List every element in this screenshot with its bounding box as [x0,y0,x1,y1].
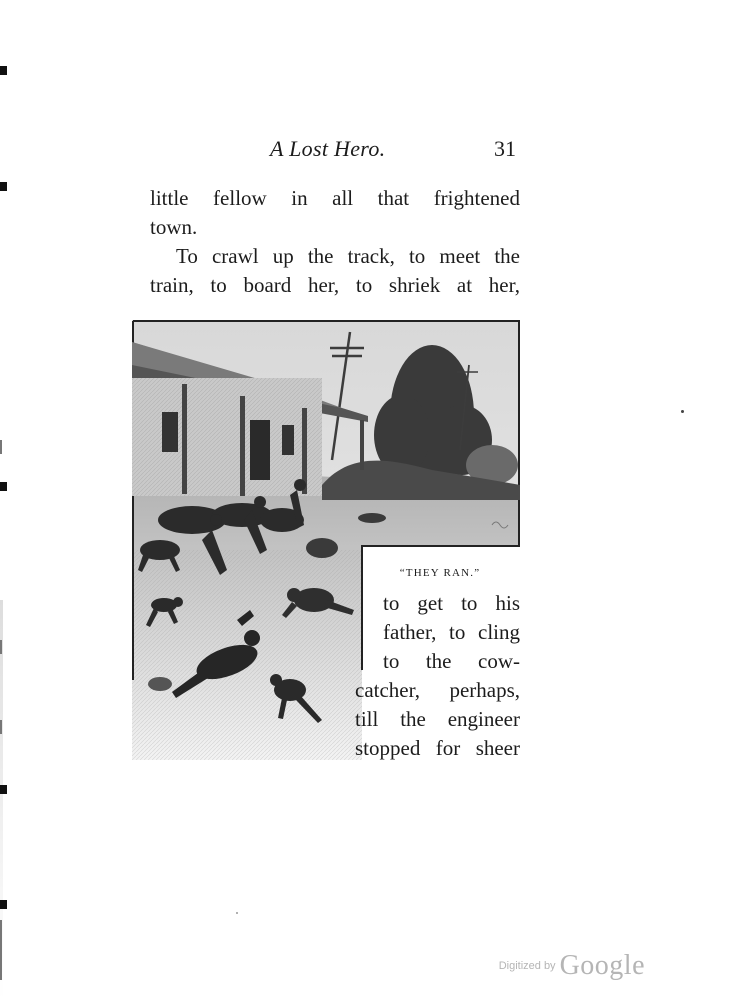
binding-mark [0,640,2,654]
digitized-by-google-watermark [499,950,645,982]
page-number: 31 [494,136,516,161]
binding-mark [0,440,2,454]
wrapped-text-line: father, to cling [383,620,520,644]
illustration-caption: “THEY RAN.” [399,567,481,579]
binding-mark [0,482,7,491]
wrapped-text-line: stopped for sheer [355,736,520,760]
wrapped-text-line: to get to his [383,591,520,615]
binding-mark [0,785,7,794]
binding-mark [0,900,7,909]
text-line: train, to board her, to shriek at her, [150,273,520,297]
binding-mark [0,920,2,980]
text-line: town. [150,215,198,239]
binding-mark [0,66,7,75]
running-title: A Lost Hero. [270,136,386,161]
binding-mark [0,182,7,191]
scan-speck [681,410,684,413]
wrapped-text-line: till the engineer [355,707,520,731]
text-line: To crawl up the track, to meet the [176,244,520,268]
text-line: little fellow in all that frightened [150,186,520,210]
google-logo: Google [559,950,645,981]
binding-edge [0,0,3,1000]
wrapped-text-line: to the cow- [383,649,520,673]
digitized-label: Digitized by [498,960,556,972]
binding-mark [0,720,2,734]
running-head [150,136,520,166]
wrapped-text-line: catcher, perhaps, [355,678,520,702]
scan-speck [236,912,238,914]
